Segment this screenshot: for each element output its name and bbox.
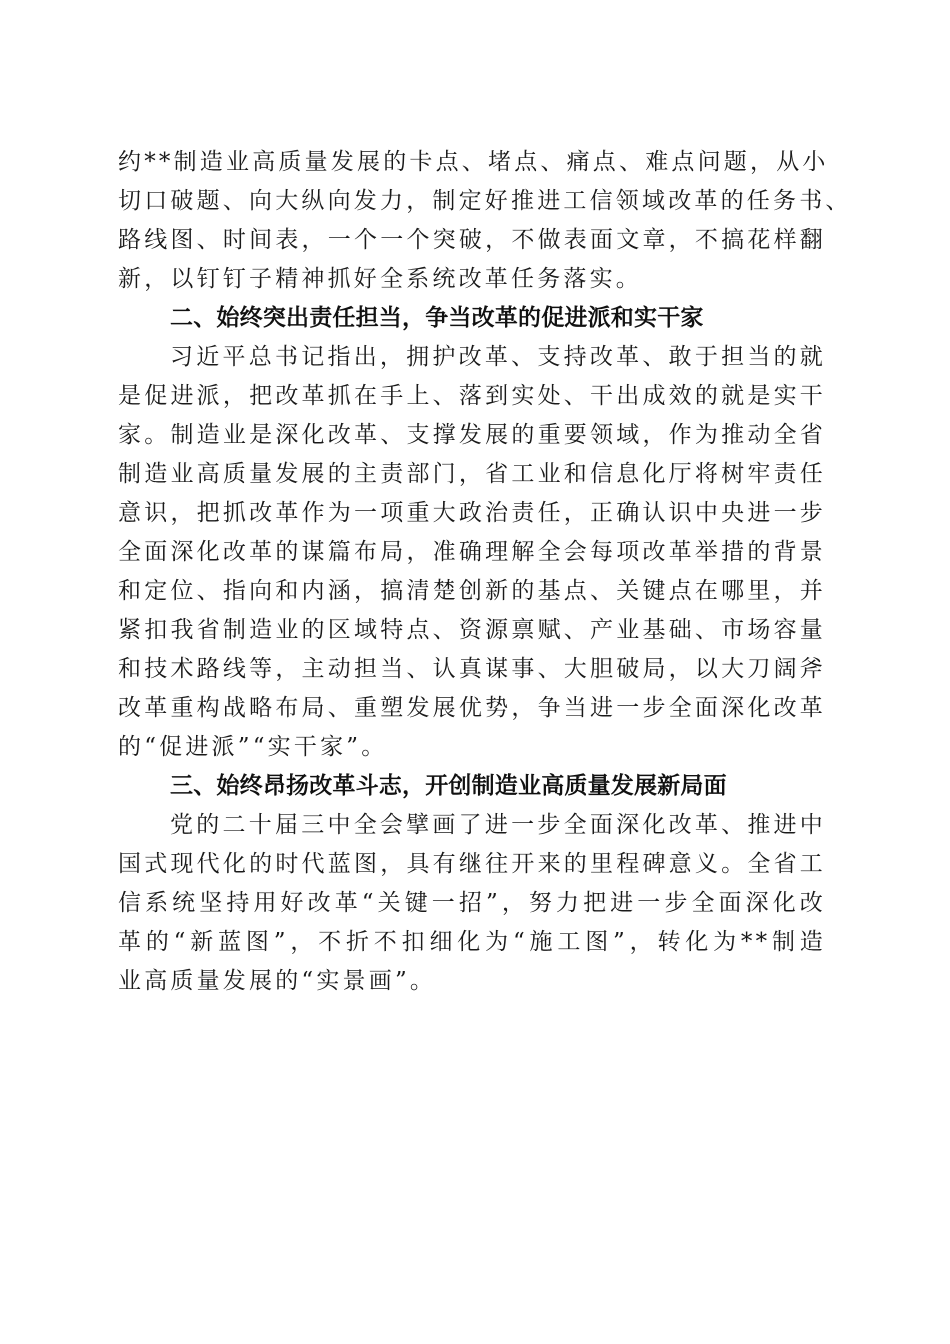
document-page — [118, 143, 852, 1001]
text-line: 新，以钉钉子精神抓好全系统改革任务落实。 — [118, 266, 642, 292]
text-line: 切口破题、向大纵向发力，制定好推进工信领域改革的任务书、 — [118, 188, 852, 214]
text-line: 改革重构战略布局、重塑发展优势，争当进一步全面深化改革 — [118, 695, 826, 721]
text-line: 党的二十届三中全会擘画了进一步全面深化改革、推进中 — [170, 812, 826, 838]
text-line: 业高质量发展的“实景画”。 — [118, 968, 437, 994]
text-line: 习近平总书记指出，拥护改革、支持改革、敢于担当的就 — [170, 344, 826, 370]
text-line: 和技术路线等，主动担当、认真谋事、大胆破局，以大刀阔斧 — [118, 656, 826, 682]
text-line: 的“促进派”“实干家”。 — [118, 734, 388, 760]
section-2 — [118, 299, 826, 767]
text-line: 家。制造业是深化改革、支撑发展的重要领域，作为推动全省 — [118, 422, 826, 448]
text-line: 信系统坚持用好改革“关键一招”，努力把进一步全面深化改 — [118, 890, 826, 916]
section-heading: 二、始终突出责任担当，争当改革的促进派和实干家 — [170, 305, 704, 331]
text-line: 路线图、时间表，一个一个突破，不做表面文章，不搞花样翻 — [118, 227, 826, 253]
paragraph-continuation — [118, 143, 852, 299]
text-line: 紧扣我省制造业的区域特点、资源禀赋、产业基础、市场容量 — [118, 617, 826, 643]
text-line: 国式现代化的时代蓝图，具有继往开来的里程碑意义。全省工 — [118, 851, 826, 877]
text-line: 意识，把抓改革作为一项重大政治责任，正确认识中央进一步 — [118, 500, 826, 526]
text-line: 是促进派，把改革抓在手上、落到实处、干出成效的就是实干 — [118, 383, 826, 409]
text-line: 革的“新蓝图”，不折不扣细化为“施工图”，转化为**制造 — [118, 929, 826, 955]
text-line: 制造业高质量发展的主责部门，省工业和信息化厅将树牢责任 — [118, 461, 826, 487]
section-heading: 三、始终昂扬改革斗志，开创制造业高质量发展新局面 — [170, 773, 727, 799]
text-line: 和定位、指向和内涵，搞清楚创新的基点、关键点在哪里，并 — [118, 578, 826, 604]
text-line: 全面深化改革的谋篇布局，准确理解全会每项改革举措的背景 — [118, 539, 826, 565]
text-line: 约**制造业高质量发展的卡点、堵点、痛点、难点问题，从小 — [118, 149, 829, 175]
section-3 — [118, 767, 826, 1001]
